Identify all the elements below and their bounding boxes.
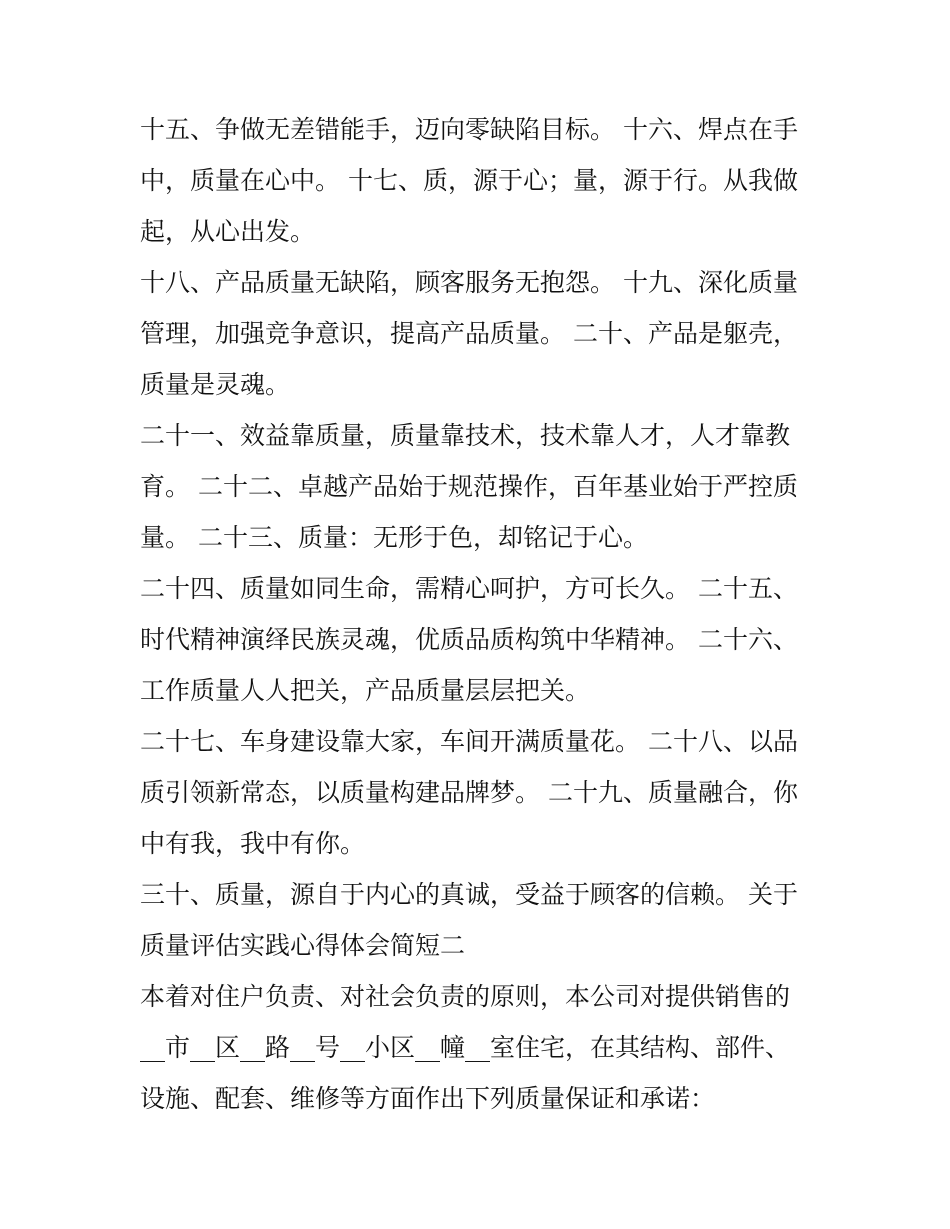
text-line: 中有我，我中有你。 [140,829,366,858]
text-line: 二十七、车身建设靠大家，车间开满质量花。 二十八、以品 [140,727,798,756]
text-line: __市__区__路__号__小区__幢__室住宅，在其结构、部件、 [140,1033,791,1062]
text-line: 二十一、效益靠质量，质量靠技术，技术靠人才，人才靠教 [140,421,791,450]
text-line: 中，质量在心中。 十七、质，源于心；量，源于行。从我做 [140,166,798,195]
text-line: 工作质量人人把关，产品质量层层把关。 [140,676,591,705]
text-line: 二十四、质量如同生命，需精心呵护，方可长久。 二十五、 [140,574,798,603]
paragraph-slogans-18-20 [140,257,812,410]
text-line: 设施、配套、维修等方面作出下列质量保证和承诺： [140,1084,716,1113]
paragraph-slogans-21-23 [140,410,812,563]
paragraph-slogan-30-heading [140,869,812,971]
text-line: 管理，加强竞争意识，提高产品质量。 二十、产品是躯壳， [140,319,798,348]
paragraph-slogans-24-26 [140,563,812,716]
text-line: 十八、产品质量无缺陷，顾客服务无抱怨。 十九、深化质量 [140,268,798,297]
text-line: 质引领新常态，以质量构建品牌梦。 二十九、质量融合，你 [140,778,798,807]
text-line: 三十、质量，源自于内心的真诚，受益于顾客的信赖。 关于 [140,880,798,909]
document-body [140,104,812,1124]
text-line: 育。 二十二、卓越产品始于规范操作，百年基业始于严控质 [140,472,798,501]
text-line: 本着对住户负责、对社会负责的原则，本公司对提供销售的 [140,982,791,1011]
paragraph-slogans-15-17 [140,104,812,257]
text-line: 量。 二十三、质量：无形于色，却铭记于心。 [140,523,648,552]
paragraph-quality-commitment [140,971,812,1124]
text-line: 时代精神演绎民族灵魂，优质品质构筑中华精神。 二十六、 [140,625,798,654]
paragraph-slogans-27-29 [140,716,812,869]
text-line: 起，从心出发。 [140,217,316,246]
text-line: 质量是灵魂。 [140,370,291,399]
text-line: 质量评估实践心得体会简短二 [140,931,466,960]
text-line: 十五、争做无差错能手，迈向零缺陷目标。 十六、焊点在手 [140,115,798,144]
